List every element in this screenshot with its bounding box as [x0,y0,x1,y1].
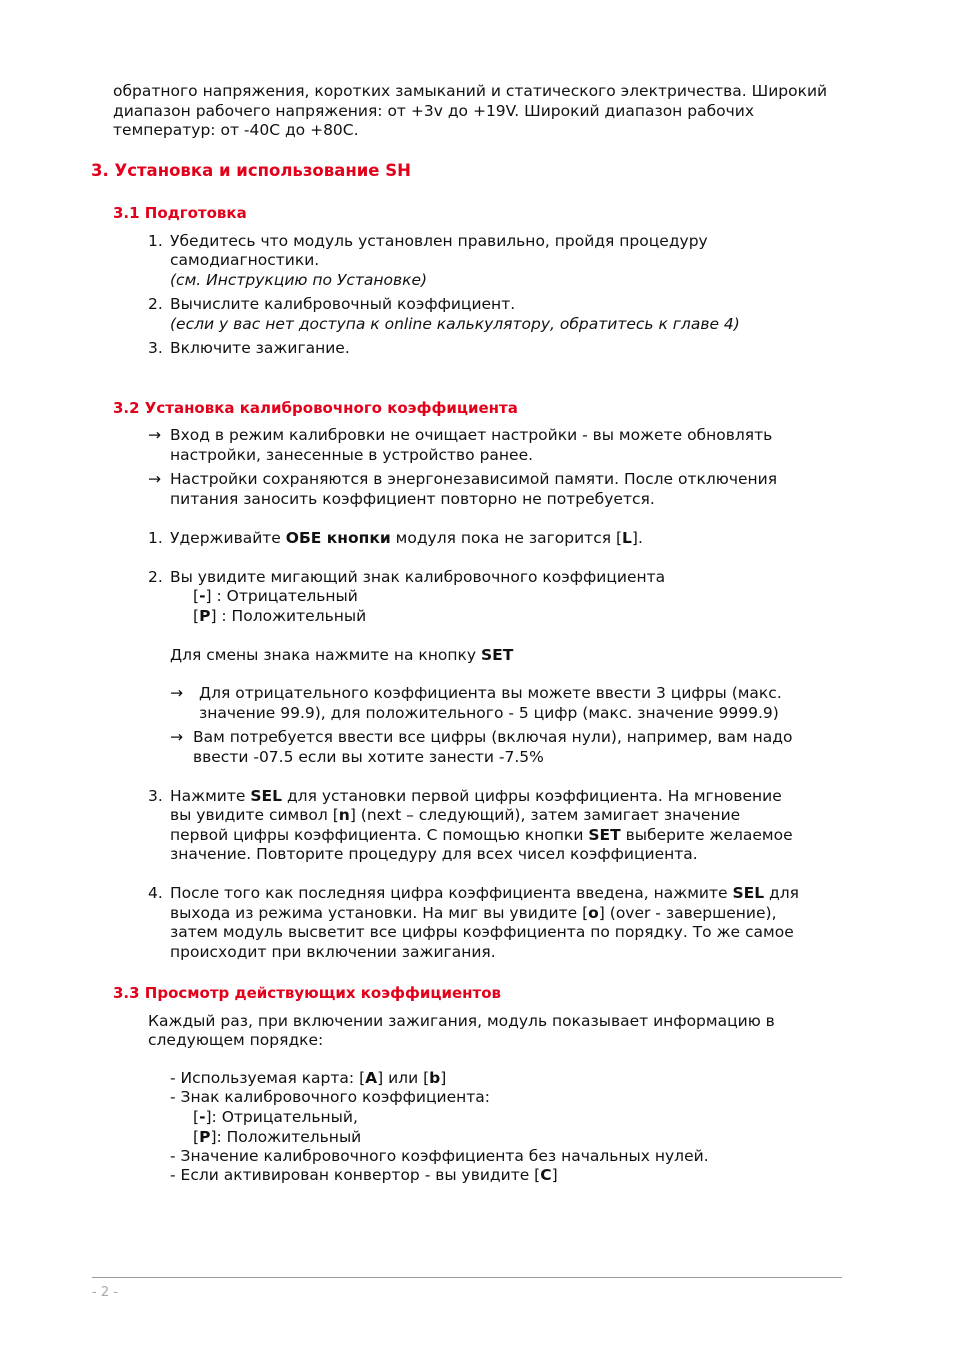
step-2-line-1: Вы увидите мигающий знак калибровочного коэффициента [170,568,666,586]
prep-item-1-note: (см. Инструкцию по Установке) [170,271,428,289]
calib-note-1-line-1: Вход в режим калибровки не очищает настройки - вы можете обновлять [170,426,773,444]
intro-line-1: обратного напряжения, коротких замыканий и статического электричества. Широкий [113,82,828,100]
step-3-line-2: вы увидите символ [n] (next – следующий), затем замигает значение [170,806,741,824]
calib-note-2-line-1: Настройки сохраняются в энергонезависимой памяти. После отключения [170,470,778,488]
view-list-item-map: - Используемая карта: [A] или [b] [170,1069,447,1087]
calib-note-2-line-2: питания заносить коэффициент повторно не потребуется. [170,490,655,508]
step-3-line-3: первой цифры коэффициента. С помощью кнопки SET выберите желаемое [170,826,793,844]
prep-item-3-line-1: Включите зажигание. [170,339,350,357]
step-1-text: Удерживайте ОБЕ кнопки модуля пока не загорится [L]. [170,529,643,547]
view-intro-line-1: Каждый раз, при включении зажигания, модуль показывает информацию в [148,1012,775,1030]
step-4-line-2: выхода из режима установки. На миг вы увидите [o] (over - завершение), [170,904,777,922]
sign-option-negative: [-] : Отрицательный [193,587,358,605]
digits-note-2-line-2: ввести -07.5 если вы хотите занести -7.5% [193,748,544,766]
section-3-1-heading: 3.1 Подготовка [113,204,247,222]
intro-line-2: диапазон рабочего напряжения: от +3v до +19V. Широкий диапазон рабочих [113,102,755,120]
prep-item-2-note: (если у вас нет доступа к online калькулятору, обратитесь к главе 4) [170,315,740,333]
arrow-icon: → [148,426,161,444]
step-4-line-4: происходит при включении зажигания. [170,943,496,961]
view-list-item-value: - Значение калибровочного коэффициента без начальных нулей. [170,1147,709,1165]
step-3-number: 3. [148,787,163,805]
intro-line-3: температур: от -40С до +80С. [113,121,359,139]
view-intro-line-2: следующем порядке: [148,1031,324,1049]
step-4-line-1: После того как последняя цифра коэффициента введена, нажмите SEL для [170,884,799,902]
sign-change-hint: Для смены знака нажмите на кнопку SET [170,646,514,664]
digits-note-1-line-2: значение 99.9), для положительного - 5 цифр (макс. значение 9999.9) [199,704,779,722]
step-2-number: 2. [148,568,163,586]
section-3-3-heading: 3.3 Просмотр действующих коэффициентов [113,984,502,1002]
step-3-line-4: значение. Повторите процедуру для всех чисел коэффициента. [170,845,698,863]
arrow-icon: → [148,470,161,488]
prep-item-1-line-1: Убедитесь что модуль установлен правильно, пройдя процедуру [170,232,708,250]
sign-option-positive: [P] : Положительный [193,607,367,625]
calib-note-1-line-2: настройки, занесенные в устройство ранее. [170,446,534,464]
step-3-line-1: Нажмите SEL для установки первой цифры коэффициента. На мгновение [170,787,782,805]
prep-item-2-number: 2. [148,295,163,313]
prep-item-2-line-1: Вычислите калибровочный коэффициент. [170,295,516,313]
view-list-item-converter: - Если активирован конвертор - вы увидите [C] [170,1166,558,1184]
section-3-heading: 3. Установка и использование SH [91,161,411,180]
digits-note-1-line-1: Для отрицательного коэффициента вы можете ввести 3 цифры (макс. [199,684,782,702]
prep-item-1-number: 1. [148,232,163,250]
view-sign-positive: [P]: Положительный [193,1128,362,1146]
section-3-2-heading: 3.2 Установка калибровочного коэффициента [113,399,518,417]
page-number: - 2 - [92,1285,118,1300]
view-list-item-sign: - Знак калибровочного коэффициента: [170,1088,491,1106]
arrow-icon: → [170,684,183,702]
digits-note-2-line-1: Вам потребуется ввести все цифры (включая нули), например, вам надо [193,728,793,746]
step-4-number: 4. [148,884,163,902]
arrow-icon: → [170,728,183,746]
step-1-number: 1. [148,529,163,547]
footer-divider [92,1277,842,1278]
view-sign-negative: [-]: Отрицательный, [193,1108,358,1126]
prep-item-1-line-2: самодиагностики. [170,251,320,269]
step-4-line-3: затем модуль высветит все цифры коэффициента по порядку. То же самое [170,923,794,941]
prep-item-3-number: 3. [148,339,163,357]
